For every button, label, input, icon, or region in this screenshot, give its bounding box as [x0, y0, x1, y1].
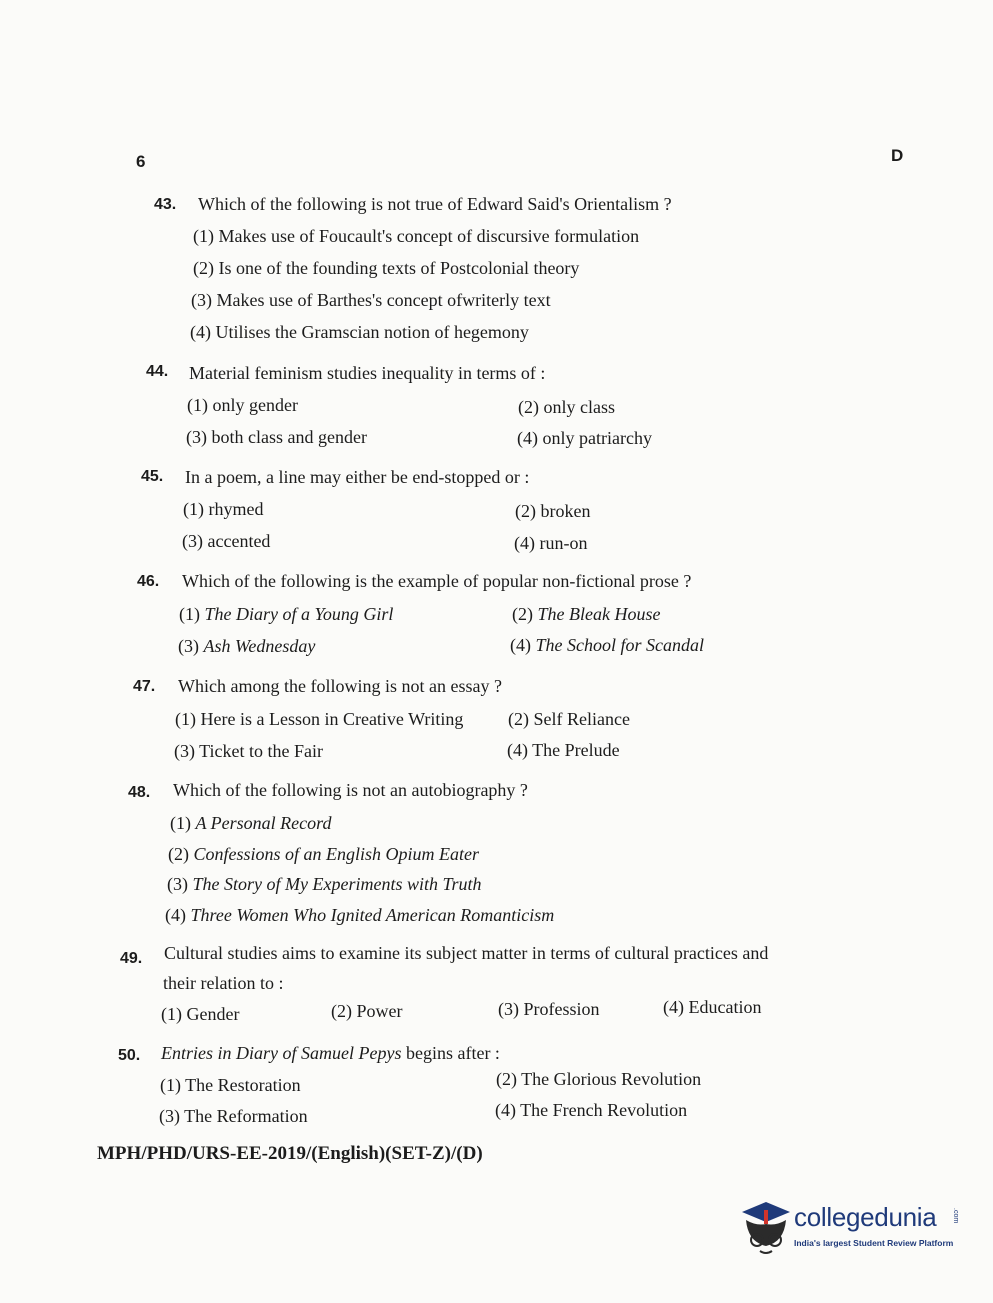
option: (1) The Diary of a Young Girl — [179, 604, 394, 624]
watermark-logo — [738, 1196, 960, 1260]
option: (3) Profession — [498, 999, 600, 1019]
option: (2) broken — [515, 501, 591, 521]
option: (4) Three Women Who Ignited American Romanticism — [165, 905, 555, 925]
question-text: Which of the following is not true of Edward Said's Orientalism ? — [198, 194, 672, 214]
option: (3) The Reformation — [159, 1106, 308, 1126]
brand-tagline: India's largest Student Review Platform — [794, 1238, 954, 1248]
option: (4) Education — [663, 997, 762, 1017]
question-number: 50. — [118, 1047, 141, 1064]
option: (2) only class — [518, 397, 615, 417]
option: (4) The French Revolution — [495, 1100, 688, 1120]
option: (2) Confessions of an English Opium Eater — [168, 844, 480, 864]
option: (1) rhymed — [183, 499, 264, 519]
question-number: 47. — [133, 678, 156, 695]
question-number: 43. — [154, 196, 177, 213]
option: (2) Is one of the founding texts of Postcolonial theory — [193, 258, 580, 278]
question-number: 45. — [141, 468, 164, 485]
footer-code: MPH/PHD/URS-EE-2019/(English)(SET-Z)/(D) — [97, 1143, 483, 1164]
option: (4) run-on — [514, 533, 588, 553]
option: (3) Makes use of Barthes's concept ofwriterly text — [191, 290, 551, 310]
option: (3) Ash Wednesday — [178, 636, 316, 656]
question-text: Which of the following is the example of popular non-fictional prose ? — [182, 571, 692, 591]
question-text: Entries in Diary of Samuel Pepys begins after : — [161, 1043, 500, 1063]
question-text: Material feminism studies inequality in terms of : — [189, 363, 546, 383]
question-text: In a poem, a line may either be end-stopped or : — [185, 467, 530, 487]
question-text: Which among the following is not an essay ? — [178, 676, 502, 696]
question-number: 44. — [146, 363, 169, 380]
question-number: 48. — [128, 784, 151, 801]
brand-domain: .com — [952, 1208, 959, 1224]
option: (4) The School for Scandal — [510, 635, 704, 655]
option: (3) The Story of My Experiments with Truth — [167, 874, 482, 894]
question-text-continued: their relation to : — [163, 973, 284, 993]
question-text: Cultural studies aims to examine its subject matter in terms of cultural practices and — [164, 943, 769, 963]
option: (2) The Bleak House — [512, 604, 661, 624]
option: (1) Gender — [161, 1004, 240, 1024]
question-number: 49. — [120, 950, 143, 967]
page-number: 6 — [136, 152, 146, 171]
mascot-icon — [738, 1196, 792, 1258]
option: (4) only patriarchy — [517, 428, 652, 448]
option: (3) accented — [182, 531, 271, 551]
option: (1) Makes use of Foucault's concept of discursive formulation — [193, 226, 640, 246]
option: (4) Utilises the Gramscian notion of hegemony — [190, 322, 529, 342]
option: (1) only gender — [187, 395, 298, 415]
question-number: 46. — [137, 573, 160, 590]
option: (2) Power — [331, 1001, 403, 1021]
option: (3) Ticket to the Fair — [174, 741, 323, 761]
option: (2) Self Reliance — [508, 709, 630, 729]
option: (4) The Prelude — [507, 740, 620, 760]
brand-name: collegedunia — [794, 1202, 937, 1232]
question-text: Which of the following is not an autobiography ? — [173, 780, 528, 800]
option: (1) Here is a Lesson in Creative Writing — [175, 709, 464, 729]
set-letter: D — [891, 146, 904, 165]
option: (1) The Restoration — [160, 1075, 301, 1095]
option: (1) A Personal Record — [170, 813, 332, 833]
option: (3) both class and gender — [186, 427, 367, 447]
option: (2) The Glorious Revolution — [496, 1069, 702, 1089]
